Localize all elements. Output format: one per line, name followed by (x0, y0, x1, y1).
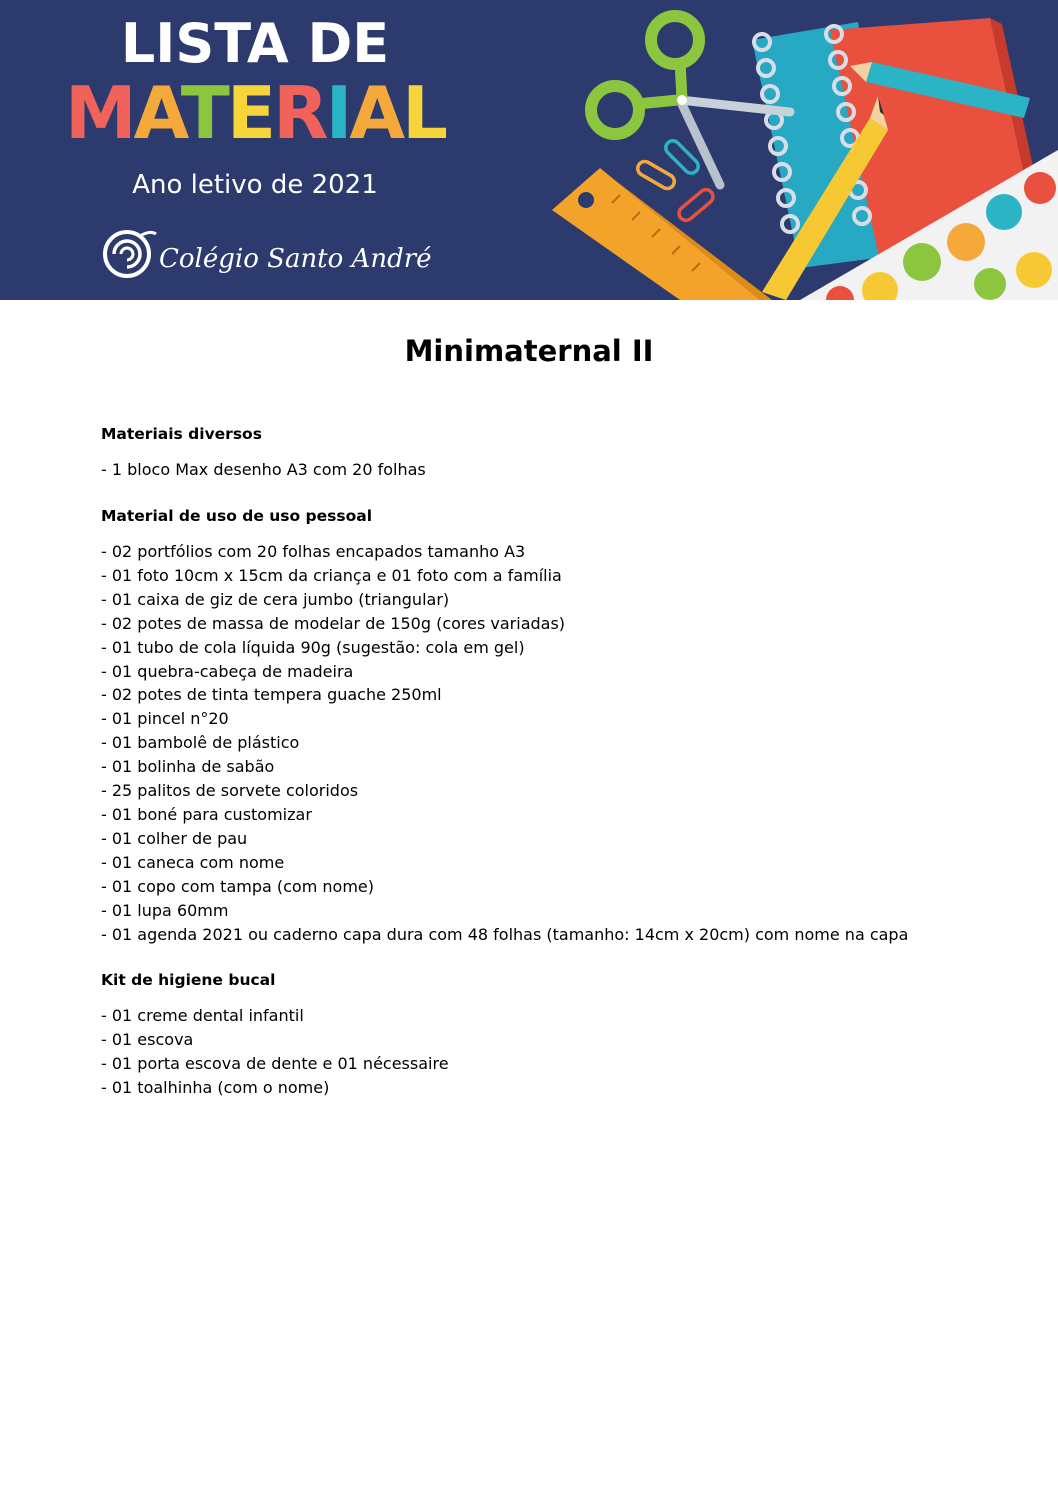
header-banner (0, 0, 1058, 300)
item-list (101, 458, 426, 482)
list-item: - 01 caixa de giz de cera jumbo (triangular) (101, 589, 450, 609)
list-item: - 01 pincel n°20 (101, 709, 229, 729)
section-uso-pessoal (101, 506, 908, 946)
list-item: - 01 porta escova de dente e 01 nécessaire (101, 1053, 449, 1073)
list-item: - 01 boné para customizar (101, 804, 312, 824)
banner-letter: M (65, 71, 134, 155)
list-item: - 01 quebra-cabeça de madeira (101, 661, 354, 681)
list-item: - 25 palitos de sorvete coloridos (101, 781, 359, 801)
list-item: - 02 potes de tinta tempera guache 250ml (101, 685, 442, 705)
section-heading: Material de uso de uso pessoal (101, 507, 373, 525)
banner-letter: L (402, 71, 445, 155)
list-item: - 01 lupa 60mm (101, 900, 229, 920)
list-item: - 01 escova (101, 1029, 194, 1049)
list-item: - 01 bambolê de plástico (101, 733, 300, 753)
section-heading: Materiais diversos (101, 425, 262, 443)
list-item: - 01 bolinha de sabão (101, 757, 275, 777)
banner-letter: I (325, 71, 350, 155)
item-list (101, 1004, 449, 1100)
list-item: - 1 bloco Max desenho A3 com 20 folhas (101, 460, 426, 479)
banner-letter: R (273, 71, 326, 155)
banner-title-line1: LISTA DE (120, 12, 390, 75)
page-title: Minimaternal II (404, 334, 654, 368)
list-item: - 01 foto 10cm x 15cm da criança e 01 foto com a família (101, 565, 562, 585)
list-item: - 01 caneca com nome (101, 852, 285, 872)
banner-letter: T (180, 71, 227, 155)
banner-letter: A (349, 71, 403, 155)
list-item: - 01 colher de pau (101, 828, 248, 848)
banner-letter: E (226, 71, 274, 155)
banner-title-line2 (65, 71, 446, 155)
banner-subtitle: Ano letivo de 2021 (132, 170, 378, 200)
item-list (101, 540, 908, 946)
list-item: - 01 toalhinha (com o nome) (101, 1077, 330, 1097)
section-heading: Kit de higiene bucal (101, 971, 276, 989)
section-higiene-bucal (101, 970, 449, 1100)
list-item: - 01 copo com tampa (com nome) (101, 876, 374, 896)
list-item: - 01 creme dental infantil (101, 1006, 304, 1025)
section-materiais-diversos (101, 424, 426, 482)
school-name: Colégio Santo André (159, 244, 432, 274)
banner-letter: A (133, 71, 181, 155)
list-item: - 02 portfólios com 20 folhas encapados tamanho A3 (101, 542, 526, 561)
list-item: - 01 agenda 2021 ou caderno capa dura com 48 folhas (tamanho: 14cm x 20cm) com nome na capa (101, 924, 909, 944)
list-item: - 01 tubo de cola líquida 90g (sugestão: cola em gel) (101, 637, 525, 657)
list-item: - 02 potes de massa de modelar de 150g (cores variadas) (101, 613, 566, 633)
